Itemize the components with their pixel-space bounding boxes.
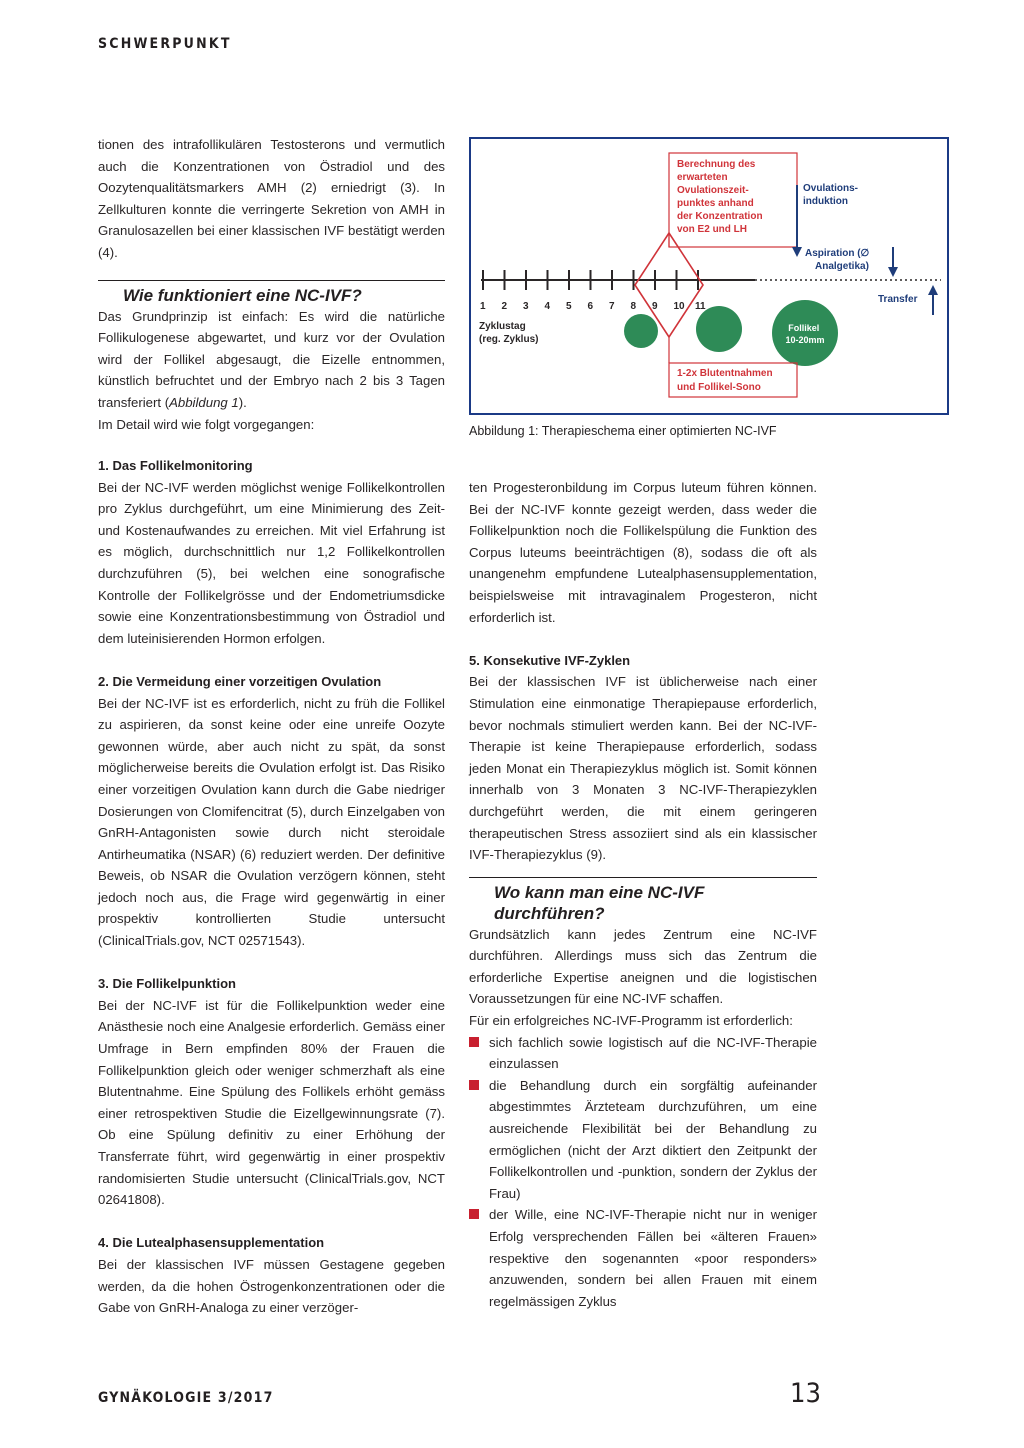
figure-reference: Abbildung 1 — [169, 394, 239, 410]
requirements-list — [469, 1032, 817, 1313]
bullet-square-icon — [469, 1080, 479, 1090]
intro-paragraph: tionen des intrafollikulären Testosterons und vermutlich auch die Konzentrationen von Östradiol und des Oozytenqualitätsmarkers AMH (2) erniedrigt (3). In Zellkulturen konnte die verringerte Sekretion von AMH in Granulosazellen bei einer klassischen IVF bestätigt werden (4). — [98, 137, 445, 260]
paragraph: ten Progesteronbildung im Corpus luteum führen können. Bei der NC-IVF konnte gezeigt werden, dass weder die Follikelpunktion noch die Follikelspülung die Funktion des Corpus luteums beeinträchtigen (8), sodass die oft als unangenehm empfundene Lutealphasensupplementation, beispielsweise mit intravaginalem Progesteron, nicht erforderlich ist. — [469, 480, 817, 625]
paragraph: Das Grundprinzip ist einfach: Es wird die natürliche Follikulogenese abgewartet, und kurz vor der Ovulation wird der Follikel abgesaugt, die Eizelle entnommen, künstlich befruchtet und der Embryo nach 2 bis 3 Tagen transferiert (Abbildung 1). — [98, 308, 445, 410]
section-heading: Wo kann man eine NC-IVF durchführen? — [494, 882, 705, 923]
paragraph: Bei der NC-IVF ist es erforderlich, nicht zu früh die Follikel zu aspirieren, da sonst keine oder eine unreife Oozyte gewonnen würde, aber auch nicht zu spät, da sonst möglicherweise bereits die Ovulation erfolgt ist. Das Risiko einer vorzeitigen Ovulation kann durch die Gabe niedriger Dosierungen von Clomifencitrat (5), durch Einzelgaben von GnRH-Antagonisten sowie durch nicht steroidale Antirheumatika (NSAR) (6) reduziert werden. Der definitive Beweis, ob NSAR die Ovulation verzögern können, steht jedoch noch aus, die Frage wird gegenwärtig in einer prospektiv kontrollierten Studie untersucht (ClinicalTrials.gov, NCT 02571543). — [98, 695, 445, 949]
transfer-arrowhead — [928, 285, 938, 295]
day-numbers — [480, 301, 706, 312]
section-rule — [469, 877, 817, 878]
left-column-top — [98, 134, 445, 435]
section-rule — [98, 280, 445, 281]
aspiration-label: Aspiration (∅ Analgetika) — [805, 248, 870, 272]
day-number: 9 — [652, 301, 658, 312]
follicle-label: Follikel 10-20mm — [785, 323, 825, 345]
left-column-bottom — [98, 455, 445, 1319]
bullet-square-icon — [469, 1037, 479, 1047]
ovulation-arrowhead — [792, 247, 802, 257]
follicle-medium — [696, 306, 742, 352]
day-number: 11 — [695, 301, 706, 312]
paragraph: Für ein erfolgreiches NC-IVF-Programm ist erforderlich: — [469, 1013, 793, 1029]
paragraph: Bei der klassischen IVF ist üblicherweise nach einer Stimulation eine einmonatige Therapiepause erforderlich, bevor nochmals stimuliert werden kann. Bei der NC-IVF-Therapie ist keine Therapiepause erforderlich, sodass jeden Monat ein Therapiezyklus möglich ist. Somit können innerhalb von 3 Monaten 3 NC-IVF-Therapiezyklen durchgeführt werden, die mit einem geringeren therapeutischen Stress assoziiert sind als ein klassischer IVF-Therapiezyklus (9). — [469, 674, 817, 863]
blood-label: 1-2x Blutentnahmen und Follikel-Sono — [677, 368, 773, 393]
day-number: 8 — [630, 301, 637, 312]
aspiration-arrowhead — [888, 267, 898, 277]
bullet-square-icon — [469, 1209, 479, 1219]
day-number: 1 — [480, 301, 486, 312]
ovulation-label: Ovulations- induktion — [803, 183, 859, 207]
running-head: SCHWERPUNKT — [98, 36, 232, 52]
list-item: der Wille, eine NC-IVF-Therapie nicht nur in weniger Erfolg versprechenden Fällen bei «älteren Frauen» respektive den sogenannten «poor responders» anzuwenden, sondern bei allen Frauen mit einem regelmässigen Zyklus — [469, 1204, 817, 1312]
day-number: 4 — [544, 301, 551, 312]
section-heading: Wie funktioniert eine NC-IVF? — [123, 285, 362, 305]
day-number: 3 — [523, 301, 529, 312]
day-number: 2 — [501, 301, 508, 312]
paragraph: Bei der NC-IVF werden möglichst wenige Follikelkontrollen pro Zyklus durchgeführt, um eine Minimierung des Zeit- und Kostenaufwandes zu erreichen. Mit viel Erfahrung ist es möglich, durchschnittlich nur 1,2 Follikelkontrollen durchzuführen (5), bei welchen eine sonografische Kontrolle der Follikelgrösse und der Endometriumsdicke sowie eine Konzentrationsbestimmung von Östradiol und dem luteinisierenden Hormon erfolgen. — [98, 479, 445, 646]
paragraph: Im Detail wird wie folgt vorgegangen: — [98, 416, 315, 432]
journal-issue: GYNÄKOLOGIE 3/2017 — [98, 1390, 274, 1406]
paragraph: Grundsätzlich kann jedes Zentrum eine NC-IVF durchführen. Allerdings muss sich das Zentrum die erforderliche Expertise aneignen und die logistischen Voraussetzungen für eine NC-IVF schaffen. — [469, 926, 817, 1007]
transfer-label: Transfer — [878, 294, 918, 305]
subsection-heading: 1. Das Follikelmonitoring — [98, 458, 253, 473]
figure-therapy-scheme — [469, 137, 949, 415]
calc-label: Berechnung des erwarteten Ovulationszeit- punktes anhand der Konzentration von E2 und LH — [677, 159, 763, 235]
day-number: 10 — [673, 301, 685, 312]
paragraph: Bei der NC-IVF ist für die Follikelpunktion weder eine Anästhesie noch eine Analgesie erforderlich. Gemäss einer Umfrage in Bern empfinden 80% der Frauen die Follikelpunktion gleich oder weniger schmerzhaft als eine Blutentnahme. Eine Spülung des Follikels erhöht gemäss einer retrospektiven Studie die Eizellgewinnungsrate (7). Ob eine Spülung definitiv zu einer Erhöhung der Transferrate führt, wird gegenwärtig in einer prospektiv randomisierten Studie untersucht (ClinicalTrials.gov, NCT 02641808). — [98, 997, 445, 1208]
subsection-heading: 4. Die Lutealphasensupplementation — [98, 1235, 325, 1251]
list-item: die Behandlung durch ein sorgfältig aufeinander abgestimmtes Ärzteteam durchzuführen, um eine ausreichende Flexibilität bei der Behandlung zu ermöglichen (nicht der Arzt diktiert den Zeitpunkt der Follikelkontrollen und -punktion, sondern der Zyklus der Frau) — [469, 1075, 817, 1205]
paragraph: Bei der klassischen IVF müssen Gestagene gegeben werden, da die hohen Östrogenkonzentrationen oder die Gabe von GnRH-Analoga zu einer verzöger- — [98, 1256, 445, 1316]
right-column — [469, 477, 817, 1312]
subsection-heading: 2. Die Vermeidung einer vorzeitigen Ovulation — [98, 673, 382, 689]
day-number: 5 — [566, 301, 572, 312]
subsection-heading: 3. Die Follikelpunktion — [98, 976, 236, 992]
cycle-label: Zyklustag (reg. Zyklus) — [479, 321, 539, 345]
page-number: 13 — [790, 1378, 821, 1409]
subsection-heading: 5. Konsekutive IVF-Zyklen — [469, 652, 631, 668]
follicle-large — [772, 300, 838, 366]
list-item: sich fachlich sowie logistisch auf die NC-IVF-Therapie einzulassen — [469, 1032, 817, 1075]
day-number: 7 — [609, 301, 615, 312]
day-number: 6 — [587, 301, 594, 312]
figure-caption: Abbildung 1: Therapieschema einer optimierten NC-IVF — [469, 424, 777, 438]
follicle-small — [624, 314, 658, 348]
